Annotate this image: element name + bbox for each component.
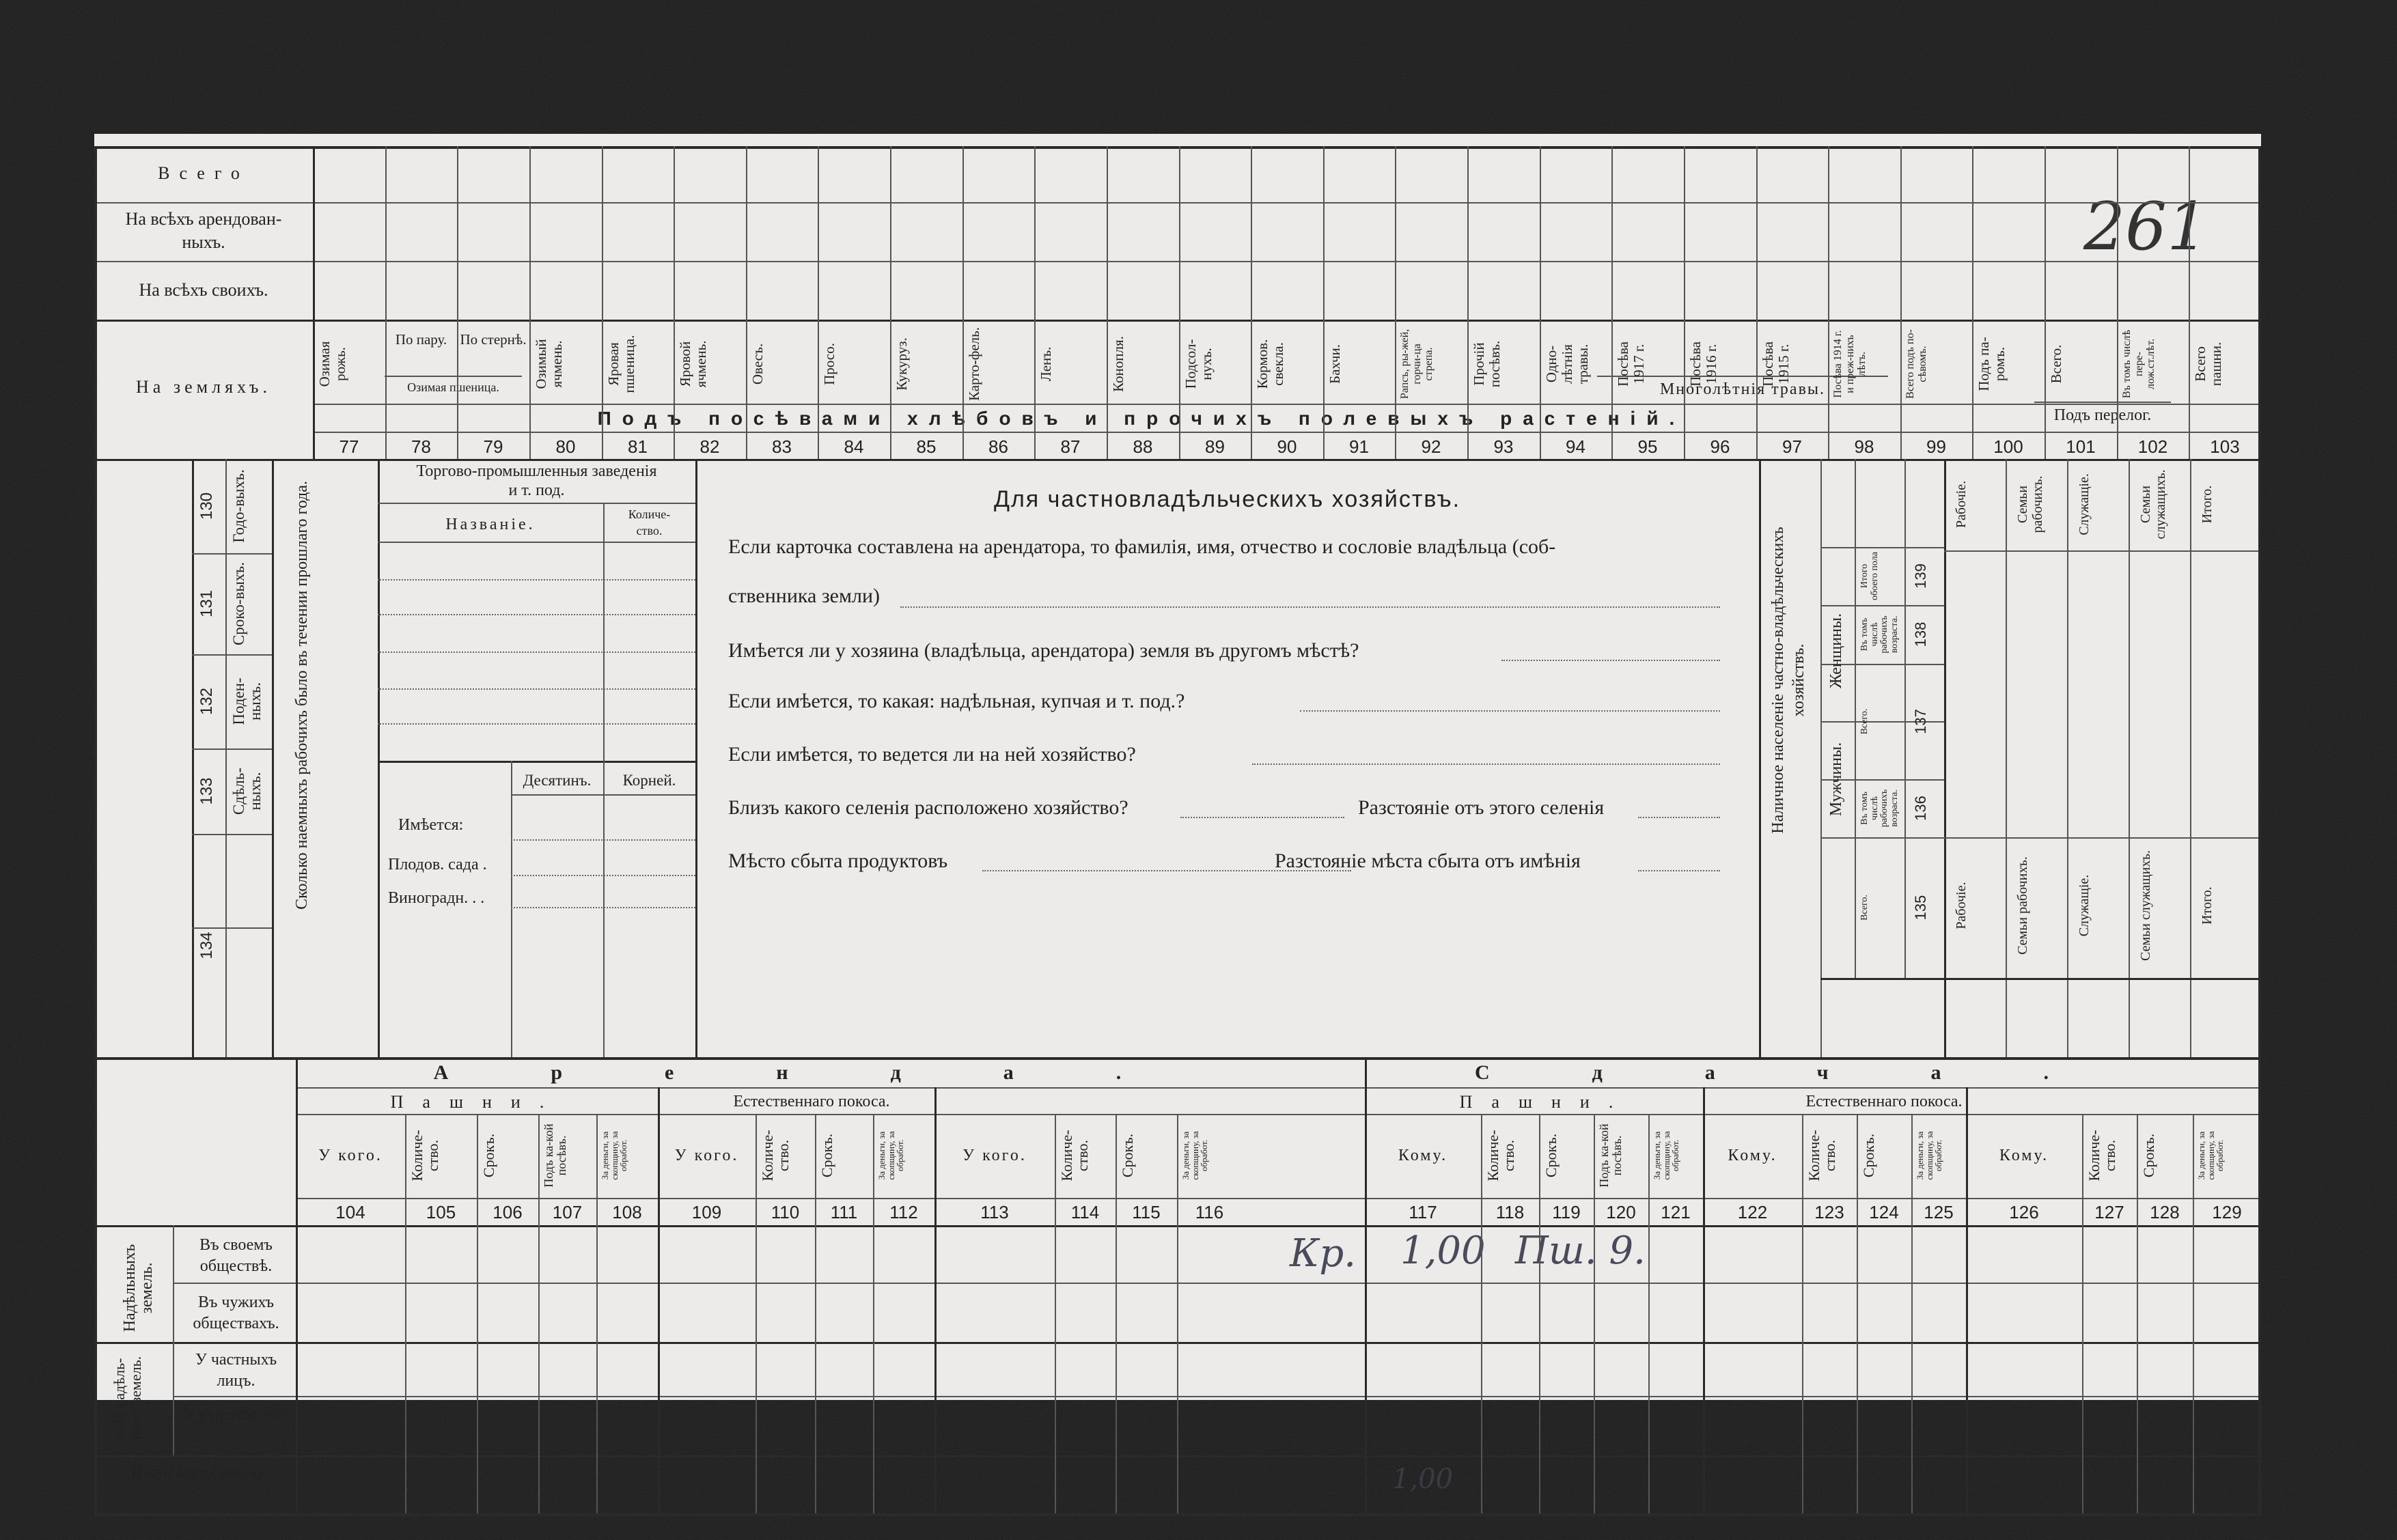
top-col-number: 82 [699,436,720,457]
top-col-line [1756,146,1758,459]
bottom-group-line [658,1087,660,1513]
top-col-line [529,146,531,459]
top-col-label: По пару. [395,331,447,348]
trade-name-col: Названіе. [445,516,536,533]
top-col-label: Подсол-нухъ. [1182,339,1215,389]
top-col-number: 99 [1926,436,1946,457]
bottom-col-label: Количе-ство. [1484,1130,1518,1181]
arenda-banner: Аренда. [433,1061,1224,1084]
top-col-line [674,146,675,459]
private-title: Для частновладѣльческихъ хозяйствъ. [993,486,1461,512]
top-col-line [1684,146,1685,459]
top-col-label: Всего. [2048,344,2064,384]
top-col-line [1900,146,1902,459]
handwritten-kolichestvo: 1,00 [1400,1229,1486,1273]
nadelnyh-label: Надѣльныхъ земель. [121,1244,156,1332]
bottom-col-line [477,1114,478,1513]
bottom-col-line [1802,1114,1803,1513]
top-col-number: 88 [1133,436,1153,457]
bottom-col-number: 122 [1737,1202,1768,1222]
bottom-col-number: 108 [612,1202,642,1222]
top-col-number: 103 [2210,436,2240,457]
arenda-pashni: Пашни. [390,1092,564,1112]
top-col-line [385,146,387,459]
bottom-col-line [1177,1114,1178,1513]
bottom-col-line [1594,1114,1595,1513]
pod-perelog-label: Подъ перелог. [2053,406,2152,424]
bottom-col-label: За деньги, за скопщину, за обработ. [1652,1131,1681,1180]
top-col-line [1611,146,1613,459]
top-col-line [1828,146,1829,459]
question-3: Если имѣется, то какая: надѣльная, купчая и т. под.? [728,690,1185,712]
worker-number: 130 [197,492,216,520]
top-col-line [2117,146,2118,459]
sdacha-pashni: Пашни. [1459,1092,1633,1112]
bottom-col-number: 112 [889,1202,918,1222]
bottom-col-number: 129 [2212,1202,2242,1222]
top-col-number: 86 [988,436,1008,457]
trade-qty-col-1: Количе- [628,507,671,521]
bottom-col-line [1055,1114,1056,1513]
population-col-number: 136 [1912,796,1929,821]
worker-label: Годо-выхъ. [230,469,247,543]
question-4: Если имѣется, то ведется ли на ней хозяйство? [728,743,1136,766]
row-label-own: На всѣхъ своихъ. [139,280,268,300]
page-number: 261 [2083,188,2209,265]
bottom-col-line [1857,1114,1858,1513]
bottom-col-number: 110 [771,1202,800,1222]
population-col-label: Всего. [1859,708,1870,735]
worker-label: Поден-ныхъ. [230,677,264,725]
right-col-label-top: Рабочіе. [1954,480,1969,529]
bottom-col-label: Кому. [1999,1147,2049,1164]
top-col-label: Прочій посѣвъ. [1471,340,1504,388]
bottom-col-number: 116 [1195,1202,1224,1222]
top-col-line [1179,146,1180,459]
top-col-line [457,146,458,459]
population-title: Наличное населеніе частно-владѣльческихъ хозяйствъ. [1769,527,1807,834]
top-col-number: 101 [2066,436,2096,457]
top-col-line [1034,146,1036,459]
top-col-number: 89 [1205,436,1225,457]
bottom-col-number: 105 [426,1202,456,1222]
question-6: Мѣсто сбыта продуктовъ [728,850,948,872]
row-label-on-lands: На земляхъ. [136,377,271,397]
bottom-col-line [2137,1114,2138,1513]
bottom-col-line [815,1114,816,1513]
bottom-col-label: Количе-ство. [408,1130,442,1181]
population-col-number: 135 [1912,895,1929,921]
population-col-label: Въ томъ числѣ рабочихъ возраста. [1859,789,1900,828]
right-col-label-bottom: Рабочіе. [1954,882,1969,929]
census-card [94,134,2261,1495]
bottom-col-label: За деньги, за скопщину, за обработ. [1180,1131,1210,1180]
top-col-line [2045,146,2046,459]
trade-title-2: и т. под. [508,481,565,499]
top-col-line [1323,146,1325,459]
worker-number: 131 [197,589,216,618]
top-col-number: 96 [1710,436,1730,457]
bottom-col-label: Срокъ. [1542,1133,1560,1178]
arenda-pokos: Естественнаго покоса. [733,1093,890,1110]
right-col-label-top: Семьи служащихъ. [2138,469,2168,540]
top-col-label: Въ томъ числѣ пере-лож.ст.лѣт. [2121,329,2157,399]
row-chuzhikh-obshchestvakh: Въ чужихъ обществахъ. [193,1293,279,1333]
top-col-label: Подъ па-ромъ. [1976,337,2008,391]
row-itogo-arendovano: Итого арендо-вано. [130,1464,266,1481]
top-col-label: Карто-фель. [966,327,982,401]
top-col-line [1395,146,1396,459]
bottom-col-label: Срокъ. [2140,1133,2157,1178]
top-col-line [1107,146,1108,459]
handwritten-itogo: 1,00 [1392,1464,1454,1495]
row-label-rented-2: ныхъ. [182,232,225,252]
imeetsya-label: Имѣется: [398,816,464,834]
top-col-number: 83 [772,436,792,457]
top-col-number: 80 [555,436,576,457]
top-col-label: Посѣва 1915 г. [1760,341,1792,387]
top-col-label: Одно-лѣтнія травы. [1543,344,1592,384]
bottom-col-line [1648,1114,1650,1513]
bottom-col-line [1539,1114,1540,1513]
vne-nadelnyh-label: Внѣ надѣль-ныхъ земель. [111,1356,145,1440]
row-svoem-obshchestve: Въ своемъ обществѣ. [199,1236,273,1276]
worker-number: 134 [197,932,216,960]
top-col-label: По стернѣ. [460,331,527,348]
bottom-col-label: Количе-ство. [1058,1130,1092,1181]
bottom-col-number: 104 [335,1202,365,1222]
bottom-col-number: 114 [1070,1202,1100,1222]
top-col-number: 77 [339,436,359,457]
bottom-col-number: 118 [1495,1202,1525,1222]
top-col-label: Всего подъ по-сѣвомъ. [1904,329,1928,399]
top-col-number: 91 [1349,436,1369,457]
top-col-number: 90 [1277,436,1297,457]
bottom-col-number: 121 [1661,1202,1691,1222]
row-chastnykh-lits: У частныхъ лицъ. [195,1351,277,1390]
top-col-number: 97 [1782,436,1802,457]
trade-title-1: Торгово-промышленныя заведенія [416,462,657,480]
desyatin-col: Десятинъ. [523,772,592,789]
handwritten-komu: Кр. [1290,1231,1356,1276]
handwritten-posev: Пш. 9. [1515,1229,1646,1273]
bottom-col-label: За деньги, за скопщину, за обработ. [1915,1131,1944,1180]
bottom-col-line [538,1114,540,1513]
top-col-number: 98 [1854,436,1874,457]
top-col-line [890,146,891,459]
bottom-col-line [1116,1114,1117,1513]
bottom-col-number: 126 [2009,1202,2039,1222]
bottom-col-label: У кого. [674,1147,739,1164]
top-col-line [962,146,964,459]
top-col-label: Яровой ячмень. [677,340,710,388]
top-col-line [1467,146,1469,459]
bottom-col-label: Количе-ство. [1805,1130,1839,1181]
bottom-col-number: 123 [1814,1202,1844,1222]
worker-label: Сдѣль-ныхъ. [230,767,264,815]
women-label: Женщины. [1827,613,1845,689]
bottom-group-line [934,1087,937,1513]
row-label-rented-1: На всѣхъ арендован- [125,209,282,229]
bottom-col-label: Подъ ка-кой посѣвъ. [542,1123,568,1188]
question-5: Близъ какого селенія расположено хозяйство? [728,796,1128,819]
top-col-label: Всего пашни. [2192,341,2225,387]
bottom-col-line [1481,1114,1482,1513]
right-col-label-bottom: Семьи рабочихъ. [2015,856,2030,955]
worker-number: 132 [197,687,216,716]
men-label: Мужчины. [1827,742,1845,817]
question-5-distance: Разстояніе отъ этого селенія [1358,796,1605,819]
bottom-col-line [405,1114,406,1513]
bottom-col-label: Подъ ка-кой посѣвъ. [1597,1123,1624,1188]
worker-number: 133 [197,777,216,805]
top-col-label: Рапсъ, ры-жей, горчи-ца стрепа. [1399,328,1435,400]
bottom-col-number: 107 [552,1202,583,1222]
population-col-label: Всего. [1859,895,1870,921]
top-col-label: Посѣва 1916 г. [1687,341,1720,387]
top-col-number: 94 [1566,436,1585,457]
top-col-line [1540,146,1541,459]
bottom-col-label: Кому. [1398,1147,1448,1164]
workers-title: Сколько наемныхъ рабочихъ было въ течении прошлаго года. [293,481,311,910]
row-label-total: Всего [158,163,249,183]
population-col-number: 137 [1912,709,1929,734]
top-col-label: Кукуруз. [893,337,910,391]
population-col-number: 139 [1912,563,1929,589]
bottom-col-label: Срокъ. [1119,1133,1136,1178]
right-col-label-top: Семьи рабочихъ. [2015,475,2045,533]
bottom-col-label: Срокъ. [818,1133,835,1178]
bottom-col-number: 106 [493,1202,523,1222]
row-uchrezhdeniy: У учрежде-ній. [182,1405,290,1423]
right-col-label-bottom: Итого. [2200,886,2215,925]
top-col-number: 87 [1060,436,1081,457]
top-col-label: Бахчи. [1327,344,1343,384]
top-col-number: 81 [628,436,648,457]
bottom-col-number: 125 [1924,1202,1954,1222]
right-col-label-top: Служащіе. [2077,473,2092,535]
bottom-col-number: 117 [1409,1202,1437,1222]
bottom-col-number: 111 [830,1202,858,1222]
bottom-col-label: Срокъ. [480,1133,497,1178]
korney-col: Корней. [622,772,676,789]
bottom-col-number: 109 [691,1202,722,1222]
ozimaya-pshenitsa-label: Озимая пшеница. [407,380,499,394]
bottom-col-label: Количе-ство. [2086,1130,2119,1181]
bottom-col-label: Количе-ство. [759,1130,792,1181]
bottom-col-line [873,1114,874,1513]
bottom-col-line [596,1114,598,1513]
bottom-col-line [756,1114,757,1513]
top-col-number: 79 [483,436,503,457]
top-col-number: 85 [916,436,937,457]
bottom-col-number: 124 [1869,1202,1899,1222]
bottom-col-line [1911,1114,1913,1513]
question-1b: ственника земли) [728,585,880,607]
top-col-line [2189,146,2190,459]
population-col-label: Въ томъ числѣ рабочихъ возраста. [1859,615,1900,654]
bottom-group-line [1966,1087,1968,1513]
top-col-line [1972,146,1973,459]
population-col-number: 138 [1912,621,1929,647]
question-2: Имѣется ли у хозяина (владѣльца, арендатора) земля въ другомъ мѣстѣ? [728,639,1359,662]
question-1a: Если карточка составлена на арендатора, то фамилія, имя, отчество и сословіе владѣльца (соб- [728,535,1556,558]
top-col-number: 84 [844,436,864,457]
top-col-label: Яровая пшеница. [605,335,638,393]
right-col-label-bottom: Семьи служащихъ. [2138,850,2153,961]
sdacha-pokos: Естественнаго покоса. [1805,1093,1963,1110]
bottom-col-number: 119 [1552,1202,1581,1222]
top-col-label: Озимый ячмень. [533,339,566,389]
bottom-col-number: 128 [2150,1202,2180,1222]
top-col-line [602,146,603,459]
top-col-label: Посѣва 1917 г. [1615,341,1648,387]
worker-label: Сроко-выхъ. [230,561,247,646]
right-col-label-bottom: Служащіе. [2077,874,2092,937]
top-col-number: 92 [1421,436,1441,457]
top-col-label: Овесъ. [749,343,766,385]
bottom-col-label: За деньги, за скопщину, за обработ. [2196,1131,2226,1180]
bottom-col-label: За деньги, за скопщину, за обработ. [600,1131,629,1180]
bottom-col-number: 113 [980,1202,1009,1222]
bottom-col-label: Срокъ. [1860,1133,1877,1178]
top-col-line [1251,146,1252,459]
sdacha-banner: Сдача. [1474,1061,2152,1084]
question-6-distance: Разстояніе мѣста сбыта отъ имѣнія [1275,850,1581,872]
bottom-col-line [2193,1114,2194,1513]
top-col-number: 78 [411,436,431,457]
bottom-col-label: У кого. [962,1147,1027,1164]
top-col-number: 100 [1993,436,2023,457]
top-col-label: Кормов. свекла. [1254,339,1287,389]
top-col-label: Ленъ. [1038,346,1054,382]
bottom-col-line [2082,1114,2083,1513]
bottom-col-number: 115 [1132,1202,1161,1222]
bottom-col-label: У кого. [318,1147,383,1164]
plodov-sada-label: Плодов. сада . [388,856,487,873]
population-col-label: Итого обоего пола [1859,552,1880,600]
top-col-label: Просо. [821,343,837,385]
mnogoletnie-label: Многолѣтнія травы. [1659,380,1826,398]
bottom-col-number: 127 [2094,1202,2124,1222]
bottom-col-number: 120 [1606,1202,1636,1222]
top-col-line [746,146,747,459]
trade-qty-col-2: ство. [636,524,663,537]
top-col-label: Конопля. [1110,336,1126,392]
top-col-number: 93 [1493,436,1514,457]
top-col-label: Озимая рожь. [316,341,349,387]
bottom-group-line [1703,1087,1705,1513]
bottom-col-label: За деньги, за скопщину, за обработ. [876,1131,906,1180]
bottom-col-label: Кому. [1728,1147,1777,1164]
vinogradn-label: Виноградн. . . [388,889,485,907]
top-col-number: 102 [2137,436,2168,457]
top-col-number: 95 [1637,436,1658,457]
top-col-label: Посѣва 1914 г. и преж-нихъ лѣтъ. [1832,330,1868,398]
top-col-line [818,146,819,459]
right-col-label-top: Итого. [2200,485,2215,524]
sowing-banner: Подъ посѣвами хлѣбовъ и прочихъ полевыхъ растеній. [597,408,1686,429]
